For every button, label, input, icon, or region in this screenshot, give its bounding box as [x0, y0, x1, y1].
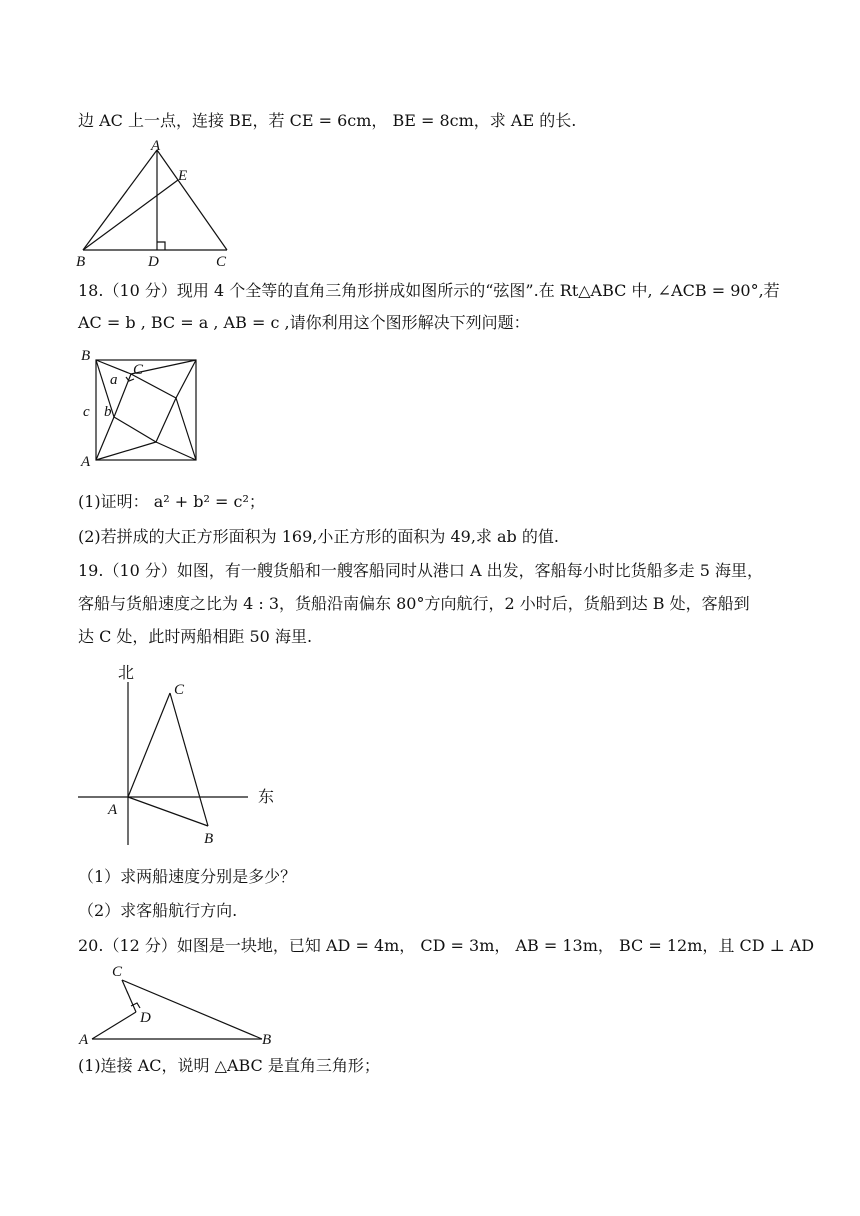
figure-land-plot — [76, 960, 276, 1046]
label-c-lower: c — [83, 404, 90, 420]
problem-18-given: AC = b , BC = a , AB = c ,请你利用这个图形解决下列问题： — [78, 313, 530, 332]
problem-19-part-2: （2）求客船航行方向. — [78, 901, 238, 920]
triangle-edge-6 — [96, 442, 156, 460]
label-a: A — [108, 802, 118, 818]
problem-18-part-1: (1)证明： a² + b² = c²； — [78, 492, 265, 511]
segment-cb — [170, 693, 208, 826]
label-b: B — [262, 1032, 272, 1046]
label-c: C — [133, 362, 144, 378]
label-d: D — [148, 254, 159, 270]
problem-17-text: 边 AC 上一点，连接 BE，若 CE = 6cm， BE = 8cm，求 AE 的长. — [78, 111, 577, 130]
label-d: D — [140, 1010, 151, 1026]
triangle-edge-5 — [156, 442, 196, 460]
problem-19-stem-3: 达 C 处，此时两船相距 50 海里. — [78, 627, 313, 646]
label-north: 北 — [118, 663, 135, 682]
label-b-lower: b — [104, 404, 112, 420]
label-c: C — [174, 682, 185, 698]
label-b: B — [81, 348, 91, 364]
label-a: A — [81, 454, 91, 470]
figure-chord-diagram — [76, 346, 206, 471]
label-a-lower: a — [110, 372, 118, 388]
label-east: 东 — [258, 787, 275, 806]
triangle-edge-7 — [96, 417, 114, 460]
segment-ab — [128, 797, 208, 826]
label-e: E — [178, 168, 188, 184]
problem-18-stem: 18.（10 分）现用 4 个全等的直角三角形拼成如图所示的“弦图”.在 Rt△ABC 中, ∠ACB = 90°,若 — [78, 281, 780, 300]
segment-be — [83, 180, 178, 250]
problem-19-stem-2: 客船与货船速度之比为 4 : 3，货船沿南偏东 80°方向航行，2 小时后，货船到达 B 处，客船到 — [78, 594, 750, 613]
problem-20-stem: 20.（12 分）如图是一块地，已知 AD = 4m， CD = 3m， AB = 13m， BC = 12m，且 CD ⊥ AD — [78, 936, 815, 955]
problem-19-part-1: （1）求两船速度分别是多少？ — [78, 867, 297, 886]
label-a: A — [151, 138, 161, 154]
triangle-edge-4 — [176, 398, 196, 460]
problem-20-part-1: (1)连接 AC，说明 △ABC 是直角三角形； — [78, 1056, 380, 1075]
label-c: C — [112, 964, 123, 980]
figure-ship-directions — [76, 660, 286, 850]
label-b: B — [76, 254, 86, 270]
inner-square — [114, 374, 176, 442]
problem-18-part-2: (2)若拼成的大正方形面积为 169,小正方形的面积为 49,求 ab 的值. — [78, 527, 559, 546]
label-c: C — [216, 254, 227, 270]
label-b: B — [204, 831, 214, 847]
segment-ab — [83, 150, 157, 250]
label-a: A — [79, 1032, 89, 1046]
triangle-edge-3 — [176, 360, 196, 398]
right-angle-mark — [157, 242, 165, 250]
problem-19-stem-1: 19.（10 分）如图，有一艘货船和一艘客船同时从港口 A 出发，客船每小时比货船多走 5 海里， — [78, 561, 763, 580]
figure-triangle-altitude — [70, 138, 245, 270]
segment-ad — [92, 1012, 136, 1039]
segment-ac — [128, 693, 170, 797]
segment-ac — [157, 150, 227, 250]
